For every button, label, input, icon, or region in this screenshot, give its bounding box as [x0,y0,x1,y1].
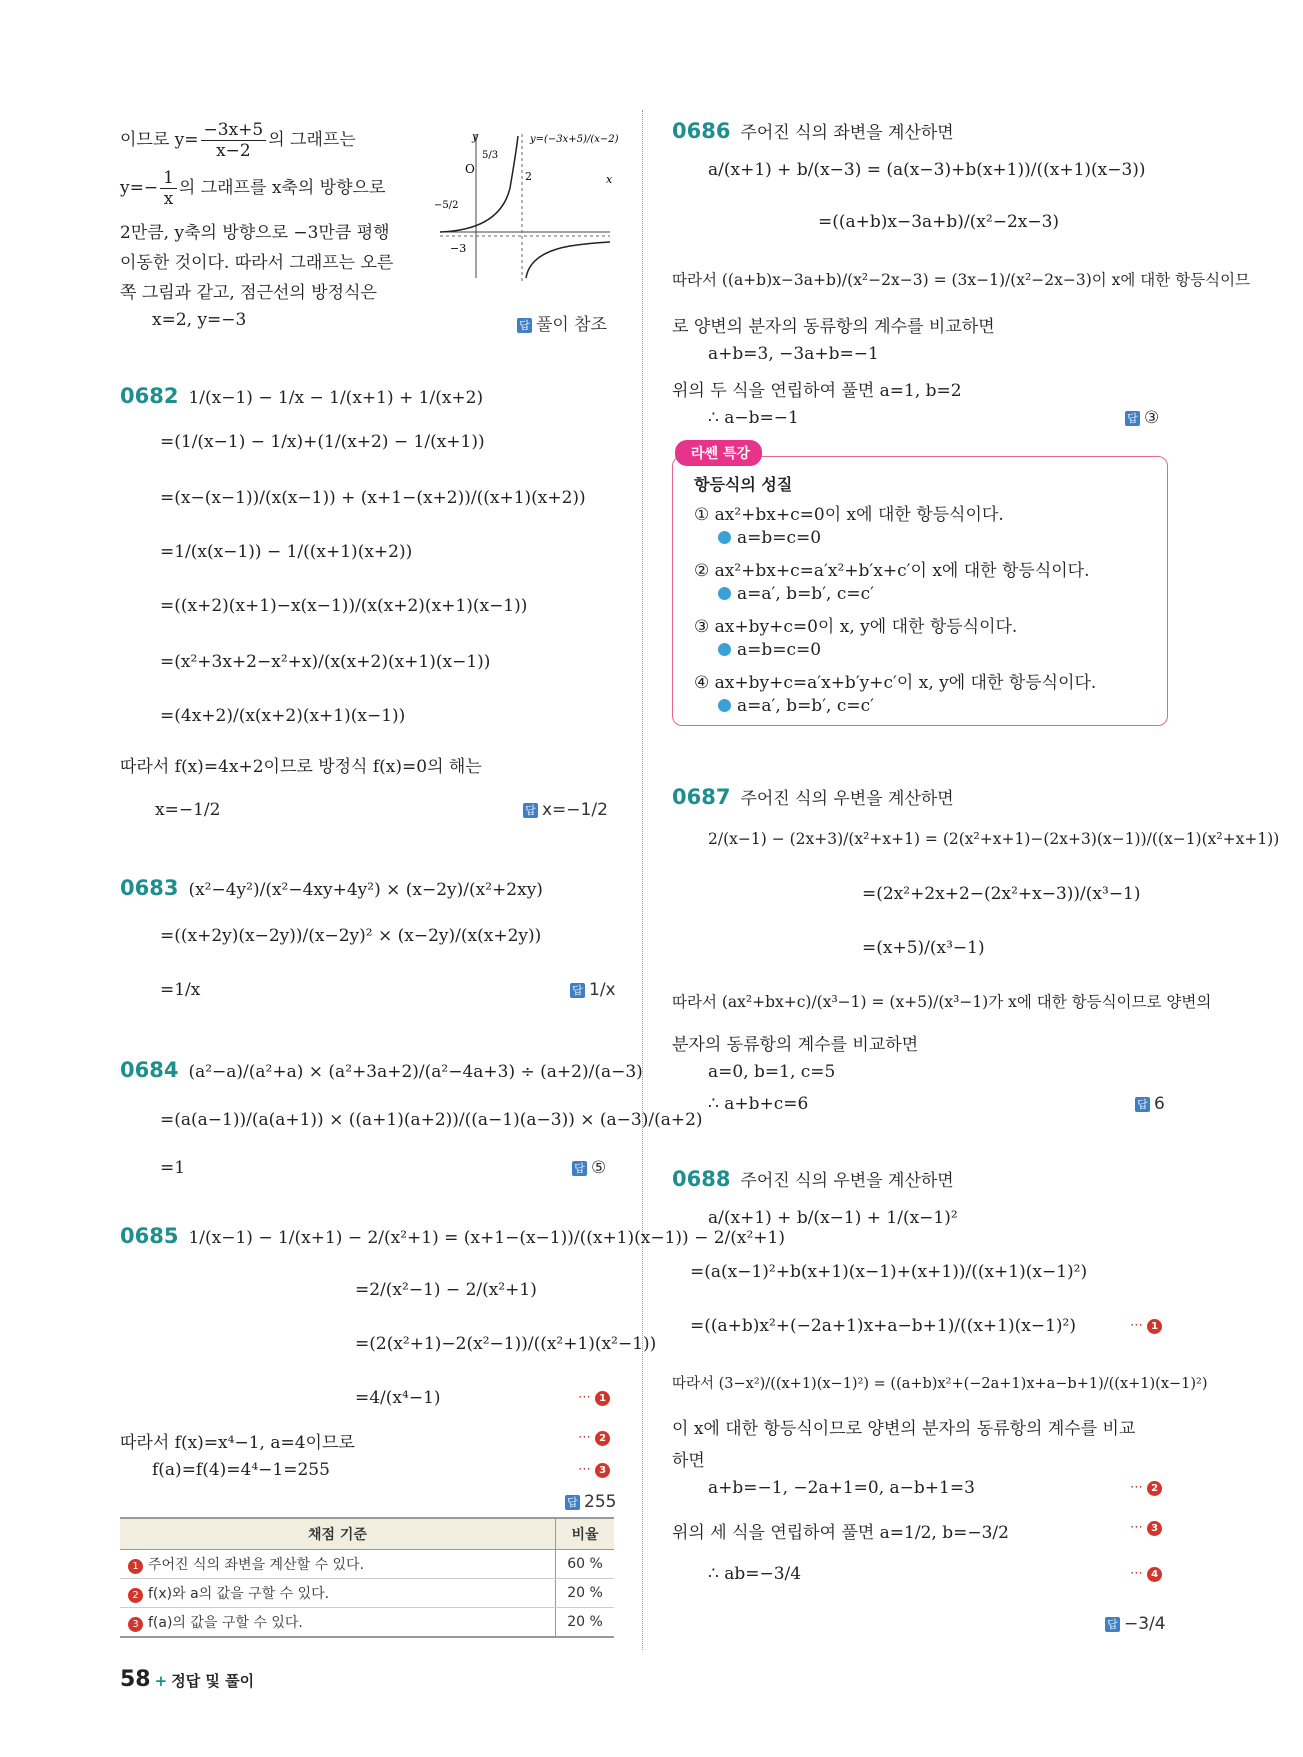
page-number: 58 [120,1667,151,1692]
problem-0682-line8: 따라서 f(x)=4x+2이므로 방정식 f(x)=0의 해는 [120,757,482,777]
problem-0687-intro: 0687 주어진 식의 우변을 계산하면 [672,785,954,809]
curve-left-branch [440,136,518,232]
problem-0688-line9: ∴ ab=−3/4 [708,1564,802,1584]
step-marker-3: ⋯ 3 [578,1462,610,1478]
hyperbola-graph [430,128,620,288]
answer-0688: 답 −3/4 [1105,1614,1166,1634]
tip-item-1-result: a=b=c=0 [718,528,821,548]
curve-equation-label: y=(−3x+5)/(x−2) [530,134,619,145]
grade-header-ratio: 비율 [556,1518,615,1550]
answer-0685: 답 255 [565,1492,616,1512]
column-divider [642,110,643,1650]
problem-0687-line4: 따라서 (ax²+bx+c)/(x³−1) = (x+5)/(x³−1)가 x에 대한 항등식이므로 양변의 [672,993,1212,1011]
problem-0688-line4: 따라서 (3−x²)/((x+1)(x−1)²) = ((a+b)x²+(−2a+1)x+a−b+1)/((x+1)(x−1)²) [672,1376,1208,1392]
curve-right-branch [526,242,610,278]
tip-item-3-result: a=b=c=0 [718,640,821,660]
problem-0682-line1: 0682 1/(x−1) − 1/x − 1/(x+1) + 1/(x+2) [120,384,484,408]
problem-0684-line1: 0684 (a²−a)/(a²+a) × (a²+3a+2)/(a²−4a+3) ÷ (a+2)/(a−3) [120,1058,643,1082]
tip-item-4-result: a=a′, b=b′, c=c′ [718,696,874,716]
step-marker-1: ⋯ 1 [1130,1318,1162,1334]
problem-0682-line6: =(x²+3x+2−x²+x)/(x(x+2)(x+1)(x−1)) [160,652,491,672]
problem-0688-line3: =((a+b)x²+(−2a+1)x+a−b+1)/((x+1)(x−1)²) [690,1316,1076,1336]
answer-0684: 답 ⑤ [572,1158,606,1178]
problem-0686-intro: 0686 주어진 식의 좌변을 계산하면 [672,119,954,143]
problem-0686-line4: 로 양변의 분자의 동류항의 계수를 비교하면 [672,317,995,337]
label-minus3: −3 [450,242,467,255]
answer-0682: 답 x=−1/2 [523,800,608,820]
tip-item-4: ④ ax+by+c=a′x+b′y+c′이 x, y에 대한 항등식이다. [694,673,1097,693]
answer-0683: 답 1/x [570,980,616,1000]
problem-0688-line5: 이 x에 대한 항등식이므로 양변의 분자의 동류항의 계수를 비교 [672,1419,1136,1439]
tip-item-2-result: a=a′, b=b′, c=c′ [718,584,874,604]
answer-0686: 답 ③ [1125,408,1159,428]
problem-0686-line6: 위의 두 식을 연립하여 풀면 a=1, b=2 [672,381,962,401]
arrow-icon [718,643,731,656]
problem-0682-line3: =(x−(x−1))/(x(x−1)) + (x+1−(x+2))/((x+1)(x+2)) [160,488,586,508]
arrow-icon [718,531,731,544]
problem-0687-line5: 분자의 동류항의 계수를 비교하면 [672,1035,919,1055]
problem-0688-line7: a+b=−1, −2a+1=0, a−b+1=3 [708,1478,975,1498]
problem-0687-line1: 2/(x−1) − (2x+3)/(x²+x+1) = (2(x²+x+1)−(2x+3)(x−1))/((x−1)(x²+x+1)) [708,830,1280,848]
problem-0682-line7: =(4x+2)/(x(x+2)(x+1)(x−1)) [160,706,406,726]
problem-0684-line2: =(a(a−1))/(a(a+1)) × ((a+1)(a+2))/((a−1)(a−3)) × (a−3)/(a+2) [160,1110,703,1130]
step-marker-2: ⋯ 2 [1130,1480,1162,1496]
problem-0683-line3: =1/x [160,980,201,1000]
origin-label: O [465,162,475,176]
arrow-icon [718,699,731,712]
tip-title: 항등식의 성질 [694,475,793,494]
graph-intro-line3: 2만큼, y축의 방향으로 −3만큼 평행 [120,223,390,243]
problem-0684-line3: =1 [160,1158,186,1178]
problem-0683-line1: 0683 (x²−4y²)/(x²−4xy+4y²) × (x−2y)/(x²+2xy) [120,876,543,900]
problem-0687-line6: a=0, b=1, c=5 [708,1062,836,1082]
problem-0685-line5: 따라서 f(x)=x⁴−1, a=4이므로 [120,1433,355,1453]
graph-intro-line1: 이므로 y= $\frac{-3x+5}{x-2}$ 의 그래프는 [120,120,356,161]
problem-0688-line2: =(a(x−1)²+b(x+1)(x−1)+(x+1))/((x+1)(x−1)²) [690,1262,1088,1282]
x-axis-label: x [606,173,613,186]
grading-criteria-table [120,1517,614,1638]
problem-0688-line1: a/(x+1) + b/(x−1) + 1/(x−1)² [708,1208,958,1228]
label-two: 2 [525,170,532,183]
step-marker-1: ⋯ 1 [578,1390,610,1406]
tip-item-2: ② ax²+bx+c=a′x²+b′x+c′이 x에 대한 항등식이다. [694,561,1090,581]
table-row: 2 f(x)와 a의 값을 구할 수 있다. 20 % [120,1579,614,1608]
problem-0683-line2: =((x+2y)(x−2y))/(x−2y)² × (x−2y)/(x(x+2y)) [160,926,542,946]
asymptote-equations: x=2, y=−3 [152,310,247,330]
answer-0687: 답 6 [1135,1094,1165,1114]
arrow-icon [718,587,731,600]
label-five-thirds: 5/3 [482,150,499,161]
tip-item-3: ③ ax+by+c=0이 x, y에 대한 항등식이다. [694,617,1018,637]
y-axis-label: y [472,130,479,143]
problem-0685-line3: =(2(x²+1)−2(x²−1))/((x²+1)(x²−1)) [355,1334,657,1354]
problem-0685-line6: f(a)=f(4)=4⁴−1=255 [152,1460,330,1480]
problem-0688-line8: 위의 세 식을 연립하여 풀면 a=1/2, b=−3/2 [672,1523,1009,1543]
step-marker-2: ⋯ 2 [578,1430,610,1446]
problem-0685-line4: =4/(x⁴−1) [355,1388,441,1408]
graph-intro-line5: 쪽 그림과 같고, 점근선의 방정식은 [120,283,377,303]
problem-0685-line2: =2/(x²−1) − 2/(x²+1) [355,1280,537,1300]
tip-item-1: ① ax²+bx+c=0이 x에 대한 항등식이다. [694,505,1004,525]
problem-0687-line7: ∴ a+b+c=6 [708,1094,809,1114]
tip-tag: 라쎈 특강 [675,440,762,466]
problem-0687-line3: =(x+5)/(x³−1) [862,938,985,958]
page-footer: 58 + 정답 및 풀이 [120,1667,255,1692]
table-row: 3 f(a)의 값을 구할 수 있다. 20 % [120,1608,614,1638]
graph-intro-line2: y=− $\frac{1}{x}$ 의 그래프를 x축의 방향으로 [120,168,386,209]
problem-0688-line6: 하면 [672,1451,705,1471]
problem-0687-line2: =(2x²+2x+2−(2x²+x−3))/(x³−1) [862,884,1141,904]
problem-0682-line4: =1/(x(x−1)) − 1/((x+1)(x+2)) [160,542,413,562]
problem-0685-line1: 0685 1/(x−1) − 1/(x+1) − 2/(x²+1) = (x+1−(x−1))/((x+1)(x−1)) − 2/(x²+1) [120,1224,785,1248]
step-marker-3: ⋯ 3 [1130,1520,1162,1536]
problem-0686-line1: a/(x+1) + b/(x−3) = (a(x−3)+b(x+1))/((x+1)(x−3)) [708,160,1146,180]
problem-0688-intro: 0688 주어진 식의 우변을 계산하면 [672,1167,954,1191]
problem-0686-line3: 따라서 ((a+b)x−3a+b)/(x²−2x−3) = (3x−1)/(x²−2x−3)이 x에 대한 항등식이므 [672,271,1251,289]
footer-label: 정답 및 풀이 [171,1672,255,1690]
problem-0686-line5: a+b=3, −3a+b=−1 [708,344,879,364]
step-marker-4: ⋯ 4 [1130,1566,1162,1582]
grade-header-criteria: 채점 기준 [120,1518,556,1550]
label-neg-five-halves: −5/2 [434,200,459,211]
problem-0682-line2: =(1/(x−1) − 1/x)+(1/(x+2) − 1/(x+1)) [160,432,485,452]
answer-graph: 답 풀이 참조 [517,310,607,335]
problem-0682-line5: =((x+2)(x+1)−x(x−1))/(x(x+2)(x+1)(x−1)) [160,596,528,616]
problem-0682-line9: x=−1/2 [155,800,221,820]
problem-0686-line7: ∴ a−b=−1 [708,408,799,428]
problem-0686-line2: =((a+b)x−3a+b)/(x²−2x−3) [818,212,1060,232]
graph-intro-line4: 이동한 것이다. 따라서 그래프는 오른 [120,253,394,273]
table-row: 1 주어진 식의 좌변을 계산할 수 있다. 60 % [120,1550,614,1579]
